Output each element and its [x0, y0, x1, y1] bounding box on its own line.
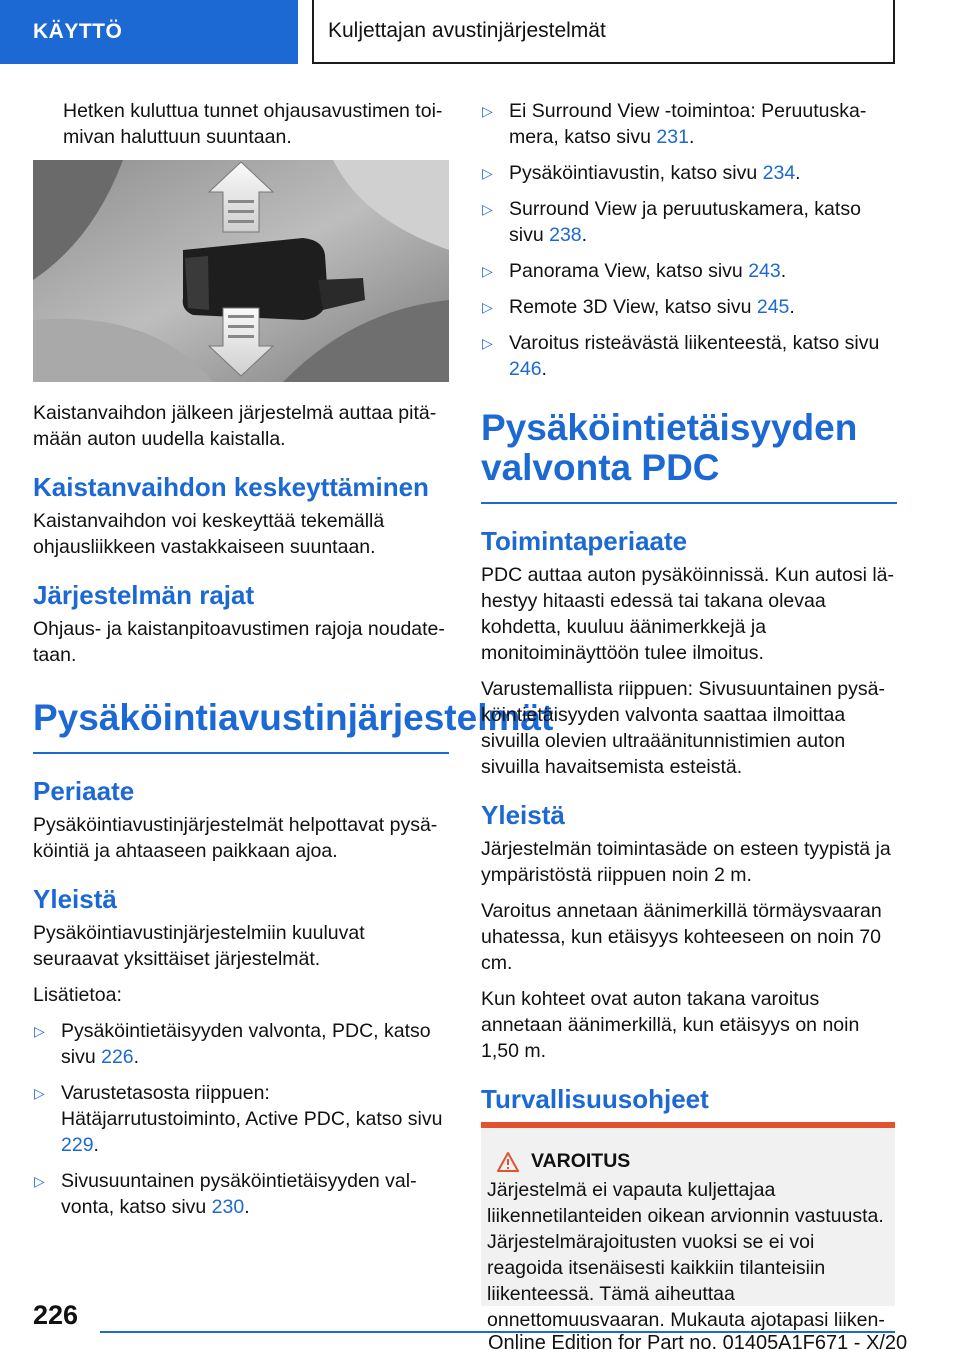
- list-item: ▷ Pysäköintiavustin, katso sivu 234.: [482, 162, 801, 184]
- warning-title-row: [487, 1150, 889, 1173]
- page-link[interactable]: 230: [211, 1196, 245, 1218]
- triangle-bullet-icon: ▷: [482, 201, 493, 217]
- general-paragraph-1: Järjestelmän toimintasäde on esteen tyypistä ja ympäristöstä riippuen noin 2 m.: [481, 838, 891, 886]
- triangle-bullet-icon: ▷: [34, 1023, 45, 1039]
- heading-parking-assist-systems: Pysäköintiavustinjärjestelmät: [33, 697, 554, 738]
- list-item: ▷ Ei Surround View -toimintoa: Peruutuskamera, katso sivu 231.: [482, 100, 867, 148]
- after-image-paragraph: Kaistanvaihdon jälkeen järjestelmä auttaa pitämään auton uudella kaistalla.: [33, 402, 437, 450]
- lane-change-interrupt-paragraph: Kaistanvaihdon voi keskeyttää tekemällä ohjausliikkeen vastakkaiseen suuntaan.: [33, 510, 385, 558]
- page-link[interactable]: 238: [549, 224, 582, 246]
- list-item: ▷ Panorama View, katso sivu 243.: [482, 260, 787, 282]
- system-limits-paragraph: Ohjaus- ja kaistanpitoavustimen rajoja noudatetaan.: [33, 618, 445, 666]
- edition-text: Online Edition for Part no. 01405A1F671 - X/20: [488, 1332, 908, 1354]
- section-rule: [481, 502, 897, 504]
- warning-text: Järjestelmä ei vapauta kuljettajaa liikennetilanteiden oikean arvionnin vastuusta. Järjestelmärajoitusten vuoksi se ei voi reagoida itsenäisesti kaikkiin tilanteisiin liikenteessä. Tämä aiheuttaa onnettomuusvaaran. Mukauta ajotapasi liiken-: [487, 1179, 885, 1331]
- page-link[interactable]: 234: [762, 162, 796, 184]
- page-link[interactable]: 245: [756, 296, 790, 318]
- heading-lane-change-interrupt: Kaistanvaihdon keskeyttäminen: [33, 472, 429, 502]
- more-info-label: Lisätietoa:: [33, 984, 122, 1006]
- right-system-list: [481, 98, 897, 382]
- list-item: ▷ Sivusuuntainen pysäköintietäisyyden valvonta, katso sivu 230.: [34, 1170, 417, 1218]
- page-number: 226: [33, 1300, 79, 1330]
- heading-pdc: Pysäköintietäisyyden valvonta PDC: [481, 407, 858, 488]
- heading-general-left: Yleistä: [33, 884, 117, 914]
- triangle-bullet-icon: ▷: [34, 1085, 45, 1101]
- function-paragraph-1: PDC auttaa auton pysäköinnissä. Kun autosi lähestyy hitaasti edessä tai takana olevaa kohdetta, kuuluu äänimerkkejä ja monitoiminäyttöön tulee ilmoitus.: [481, 564, 895, 664]
- list-item: ▷ Surround View ja peruutuskamera, katso sivu 238.: [482, 198, 861, 246]
- list-item: ▷ Varustetasosta riippuen: Hätäjarrutustoiminto, Active PDC, katso sivu 229.: [34, 1082, 443, 1156]
- triangle-bullet-icon: ▷: [482, 263, 493, 279]
- heading-safety: Turvallisuusohjeet: [481, 1084, 709, 1114]
- heading-principle: Periaate: [33, 776, 135, 806]
- section-rule: [33, 752, 449, 754]
- triangle-bullet-icon: ▷: [482, 165, 493, 181]
- page-link[interactable]: 246: [509, 358, 542, 380]
- function-paragraph-2: Varustemallista riippuen: Sivusuuntainen pysäköintietäisyyden valvonta saattaa ilmoittaa sivuilla olevien ultraäänitunnistimien auton sivuilla havaitsemista esteistä.: [481, 678, 885, 778]
- steering-assist-stalk-image: [33, 160, 449, 382]
- list-item: ▷ Remote 3D View, katso sivu 245.: [482, 296, 795, 318]
- principle-paragraph: Pysäköintiavustinjärjestelmät helpottavat pysäköintiä ja ahtaaseen paikkaan ajoa.: [33, 814, 438, 862]
- page-link[interactable]: 229: [61, 1134, 94, 1156]
- chapter-title: Kuljettajan avustinjärjestelmät: [312, 0, 895, 64]
- warning-triangle-icon: [497, 1152, 519, 1172]
- warning-box: [481, 1122, 895, 1331]
- page-link[interactable]: 243: [748, 260, 781, 282]
- triangle-bullet-icon: ▷: [482, 103, 493, 119]
- general-paragraph-left: Pysäköintiavustinjärjestelmiin kuuluvat seuraavat yksittäiset järjestelmät.: [33, 922, 365, 970]
- triangle-bullet-icon: ▷: [482, 299, 493, 315]
- intro-paragraph: Hetken kuluttua tunnet ohjausavustimen toimivan haluttuun suuntaan.: [63, 100, 443, 148]
- page-link[interactable]: 231: [656, 126, 689, 148]
- heading-system-limits: Järjestelmän rajat: [33, 580, 255, 610]
- list-item: ▷ Pysäköintietäisyyden valvonta, PDC, katso sivu 226.: [34, 1020, 431, 1068]
- section-tab[interactable]: KÄYTTÖ: [0, 0, 298, 64]
- general-paragraph-2: Varoitus annetaan äänimerkillä törmäysvaaran uhatessa, kun etäisyys kohteeseen on noin 70 cm.: [481, 900, 882, 974]
- left-system-list: [33, 1018, 449, 1220]
- list-item: ▷ Varoitus risteävästä liikenteestä, katso sivu 246.: [482, 332, 880, 380]
- general-paragraph-3: Kun kohteet ovat auton takana varoitus annetaan äänimerkillä, kun etäisyys on noin 1,50 m.: [481, 988, 860, 1062]
- heading-general-right: Yleistä: [481, 800, 565, 830]
- right-column: [481, 98, 897, 1331]
- triangle-bullet-icon: ▷: [34, 1173, 45, 1189]
- heading-function-principle: Toimintaperiaate: [481, 526, 688, 556]
- triangle-bullet-icon: ▷: [482, 335, 493, 351]
- warning-title: VAROITUS: [531, 1150, 631, 1172]
- page-link[interactable]: 226: [101, 1046, 134, 1068]
